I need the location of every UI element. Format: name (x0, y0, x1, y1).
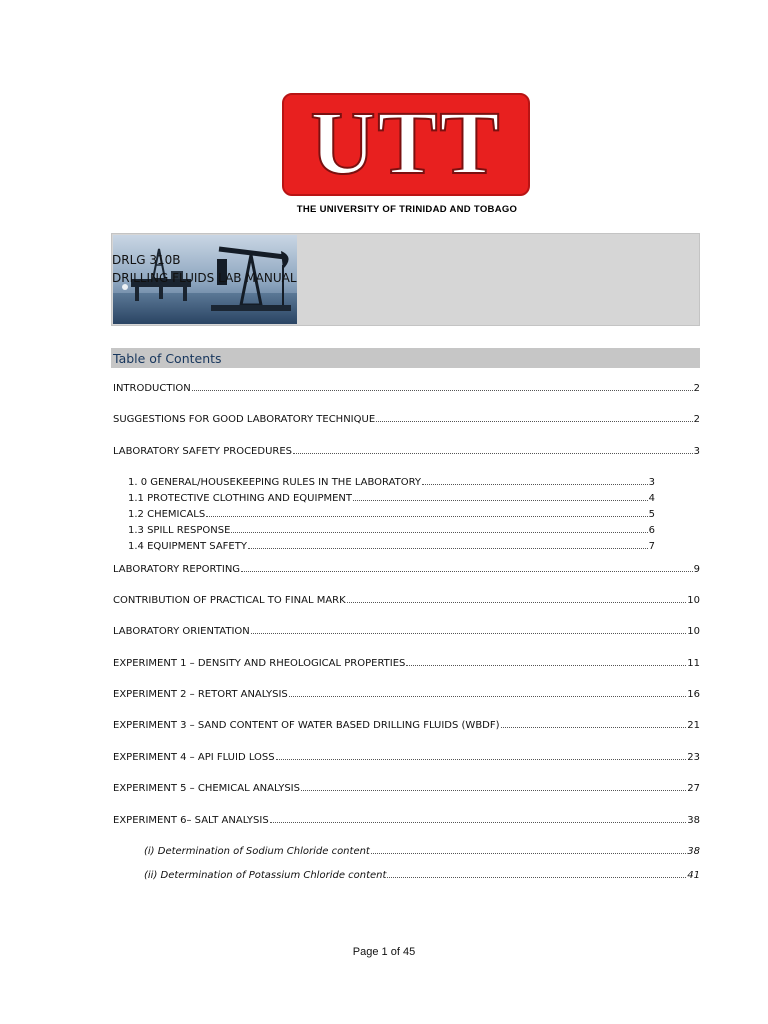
toc-entry-housekeeping-rules[interactable]: 1. 0 GENERAL/HOUSEKEEPING RULES IN THE LABORATORY 3 (128, 477, 655, 488)
toc-entry-experiment-5[interactable]: EXPERIMENT 5 – CHEMICAL ANALYSIS 27 (113, 783, 700, 794)
toc-entry-sodium-chloride[interactable]: (i) Determination of Sodium Chloride content 38 (144, 846, 700, 857)
toc-entry-introduction[interactable]: INTRODUCTION 2 (113, 383, 700, 394)
course-code: DRLG 310B (112, 253, 181, 267)
toc-entry-safety-procedures[interactable]: LABORATORY SAFETY PROCEDURES 3 (113, 446, 700, 457)
course-title: DRILLING FLUIDS LAB MANUAL (112, 271, 297, 285)
toc-entry-experiment-4[interactable]: EXPERIMENT 4 – API FLUID LOSS 23 (113, 752, 700, 763)
toc-entry-experiment-1[interactable]: EXPERIMENT 1 – DENSITY AND RHEOLOGICAL PROPERTIES 11 (113, 658, 700, 669)
toc-entry-equipment-safety[interactable]: 1.4 EQUIPMENT SAFETY 7 (128, 541, 655, 552)
toc-entry-lab-technique[interactable]: SUGGESTIONS FOR GOOD LABORATORY TECHNIQUE 2 (113, 414, 700, 425)
toc-entry-contribution[interactable]: CONTRIBUTION OF PRACTICAL TO FINAL MARK 10 (113, 595, 700, 606)
page-number: Page 1 of 45 (352, 946, 416, 958)
toc-entry-spill-response[interactable]: 1.3 SPILL RESPONSE 6 (128, 525, 655, 536)
toc-entry-experiment-6[interactable]: EXPERIMENT 6– SALT ANALYSIS 38 (113, 815, 700, 826)
logo-text: UTT (310, 94, 502, 193)
toc-entry-potassium-chloride[interactable]: (ii) Determination of Potassium Chloride content 41 (144, 870, 700, 881)
toc-entry-chemicals[interactable]: 1.2 CHEMICALS 5 (128, 509, 655, 520)
toc-entry-lab-orientation[interactable]: LABORATORY ORIENTATION 10 (113, 626, 700, 637)
toc-entry-experiment-2[interactable]: EXPERIMENT 2 – RETORT ANALYSIS 16 (113, 689, 700, 700)
toc-entry-protective-clothing[interactable]: 1.1 PROTECTIVE CLOTHING AND EQUIPMENT 4 (128, 493, 655, 504)
toc-heading: Table of Contents (113, 351, 222, 366)
toc-entry-experiment-3[interactable]: EXPERIMENT 3 – SAND CONTENT OF WATER BASED DRILLING FLUIDS (WBDF) 21 (113, 720, 700, 731)
toc-heading-bar (111, 348, 700, 368)
university-name: THE UNIVERSITY OF TRINIDAD AND TOBAGO (296, 204, 518, 215)
utt-logo (282, 93, 530, 196)
toc-entry-lab-reporting[interactable]: LABORATORY REPORTING 9 (113, 564, 700, 575)
